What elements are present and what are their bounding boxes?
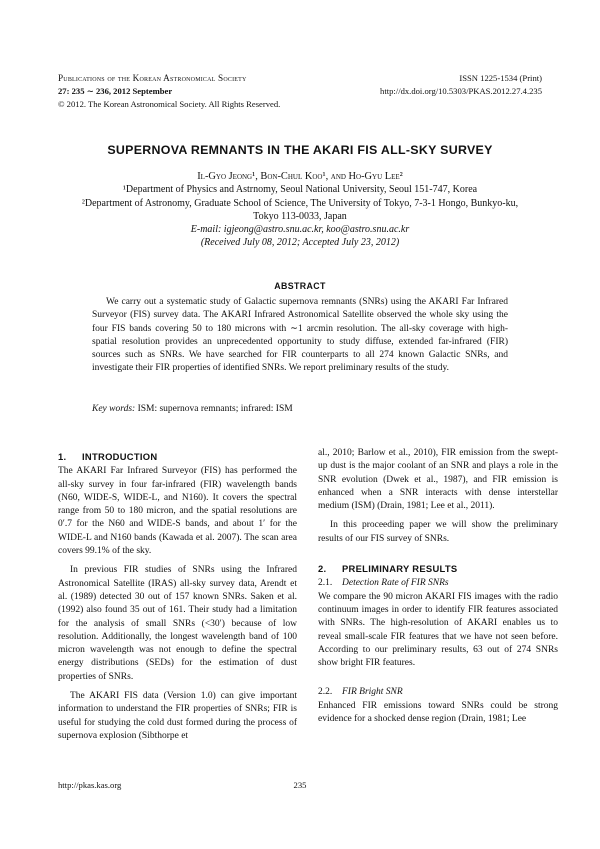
journal-header-right (380, 72, 542, 98)
intro-paragraph-4: In this proceeding paper we will show the preliminary results of our FIS survey of SNRs. (318, 520, 558, 544)
copyright-line: © 2012. The Korean Astronomical Society. All Rights Reserved. (58, 99, 281, 109)
keywords-line (92, 404, 508, 414)
journal-header-left (58, 72, 280, 111)
affiliation-2a: ²Department of Astronomy, Graduate School of Science, The University of Tokyo, 7-3-1 Hongo, Bunkyo-ku, (81, 197, 519, 209)
paper-title: SUPERNOVA REMNANTS IN THE AKARI FIS ALL-SKY SURVEY (107, 143, 493, 157)
affiliation-2b: Tokyo 113-0033, Japan (253, 210, 347, 222)
intro-paragraph-2: In previous FIR studies of SNRs using the Infrared Astronomical Satellite (IRAS) all-sky survey data, Arendt et al. (1989) detected 30 out of 157 known SNRs. Saken et al. (1992) also found 35 out of 161. Their study had a limitation for the analysis of small SNRs (<30′) because of low resolution. Additionally, the longest wavelength band of 100 micron wavelength was not enough to define the spectral energy distributions (SEDs) for the estimation of dust properties of SNRs. (58, 565, 297, 682)
keywords-label: Key words: (92, 404, 136, 414)
abstract-heading: ABSTRACT (274, 281, 326, 291)
section-1-number: 1. (58, 451, 67, 462)
intro-paragraph-1: The AKARI Far Infrared Surveyor (FIS) has performed the all-sky survey in four far-infrared (FIR) wavelength bands (N60, WIDE-S, WIDE-L, and N160). It covers the spectral range from 50 to 180 micron, and the spatial resolutions are 0′.7 for the N60 and WIDE-S bands, and about 1′ for the WIDE-L and N160 bands (Kawada et al. 2007). The scan area covers 99.1% of the sky. (58, 466, 297, 557)
author-emails: E-mail: igjeong@astro.snu.ac.kr, koo@astro.snu.ac.kr (190, 224, 410, 236)
intro-paragraph-3-continued: al., 2010; Barlow et al., 2010), FIR emission from the swept-up dust is the major coolant of an SNR and plays a role in the SNR evolution (Dwek et al., 1987), and FIR emission is enhanced when a SNR interacts with dense interstellar medium (ISM) (Drain, 1981; Lee et al., 2011). (318, 448, 558, 512)
section-2-title: PRELIMINARY RESULTS (342, 563, 458, 575)
journal-name: Publications of the Korean Astronomical Society (58, 73, 247, 83)
author-block (0, 170, 600, 250)
right-column (318, 447, 558, 726)
results-paragraph-2: Enhanced FIR emissions toward SNRs could be strong evidence for a shocked dense region (Drain, 1981; Lee (318, 700, 558, 725)
left-column (58, 450, 297, 743)
footer-url[interactable]: http://pkas.kas.org (58, 780, 122, 790)
intro-paragraph-3: The AKARI FIS data (Version 1.0) can give important information to understand the FIR properties of SNRs; FIR is useful for studying the cold dust formed during the process of supernova explosion (Sibthorpe et (58, 691, 297, 741)
received-dates: (Received July 08, 2012; Accepted July 23, 2012) (200, 237, 400, 249)
affiliation-1: ¹Department of Physics and Astrnomy, Seoul National University, Seoul 151-747, Korea (122, 184, 478, 196)
subsection-2-1-heading (318, 577, 558, 590)
section-2-number: 2. (318, 563, 327, 575)
section-1-title: INTRODUCTION (82, 451, 158, 462)
subsection-2-1-number: 2.1. (318, 578, 333, 589)
page-number: 235 (293, 780, 307, 790)
keywords-values: ISM: supernova remnants; infrared: ISM (135, 404, 293, 414)
issn: ISSN 1225-1534 (Print) (459, 73, 542, 83)
section-1-heading (58, 450, 297, 463)
volume-line: 27: 235 ∼ 236, 2012 September (58, 86, 173, 96)
doi-link[interactable]: http://dx.doi.org/10.5303/PKAS.2012.27.4.235 (380, 86, 542, 96)
section-2-heading (318, 562, 558, 575)
subsection-2-2-number: 2.2. (318, 687, 333, 698)
results-paragraph-1: We compare the 90 micron AKARI FIS images with the radio continuum images in order to identify FIR features associated with SNRs. The high-resolution of AKARI enables us to reveal small-scale FIR features that we have not seen before. According to our preliminary results, 63 out of 274 SNRs show bright FIR features. (318, 591, 558, 669)
author-names: Il-Gyo Jeong¹, Bon-Chul Koo¹, and Ho-Gyu Lee² (197, 171, 403, 182)
subsection-2-2-title: FIR Bright SNR (342, 687, 403, 698)
subsection-2-2-heading (318, 686, 558, 699)
abstract-text: We carry out a systematic study of Galactic supernova remnants (SNRs) using the AKARI Far Infrared Surveyor (FIS) survey data. The AKARI Infrared Astronomical Satellite observed the whole sky using the four FIS bands covering 50 to 180 microns with ∼1 arcmin resolution. The all-sky coverage with high-spatial resolution provides an unprecedented opportunity to study diffuse, extended far-infrared (FIR) sources such as SNRs. We have searched for FIR counterparts to all 274 known Galactic SNRs, and investigate their FIR properties of identified SNRs. We report preliminary results of the study. (92, 297, 508, 374)
subsection-2-1-title: Detection Rate of FIR SNRs (342, 578, 449, 589)
